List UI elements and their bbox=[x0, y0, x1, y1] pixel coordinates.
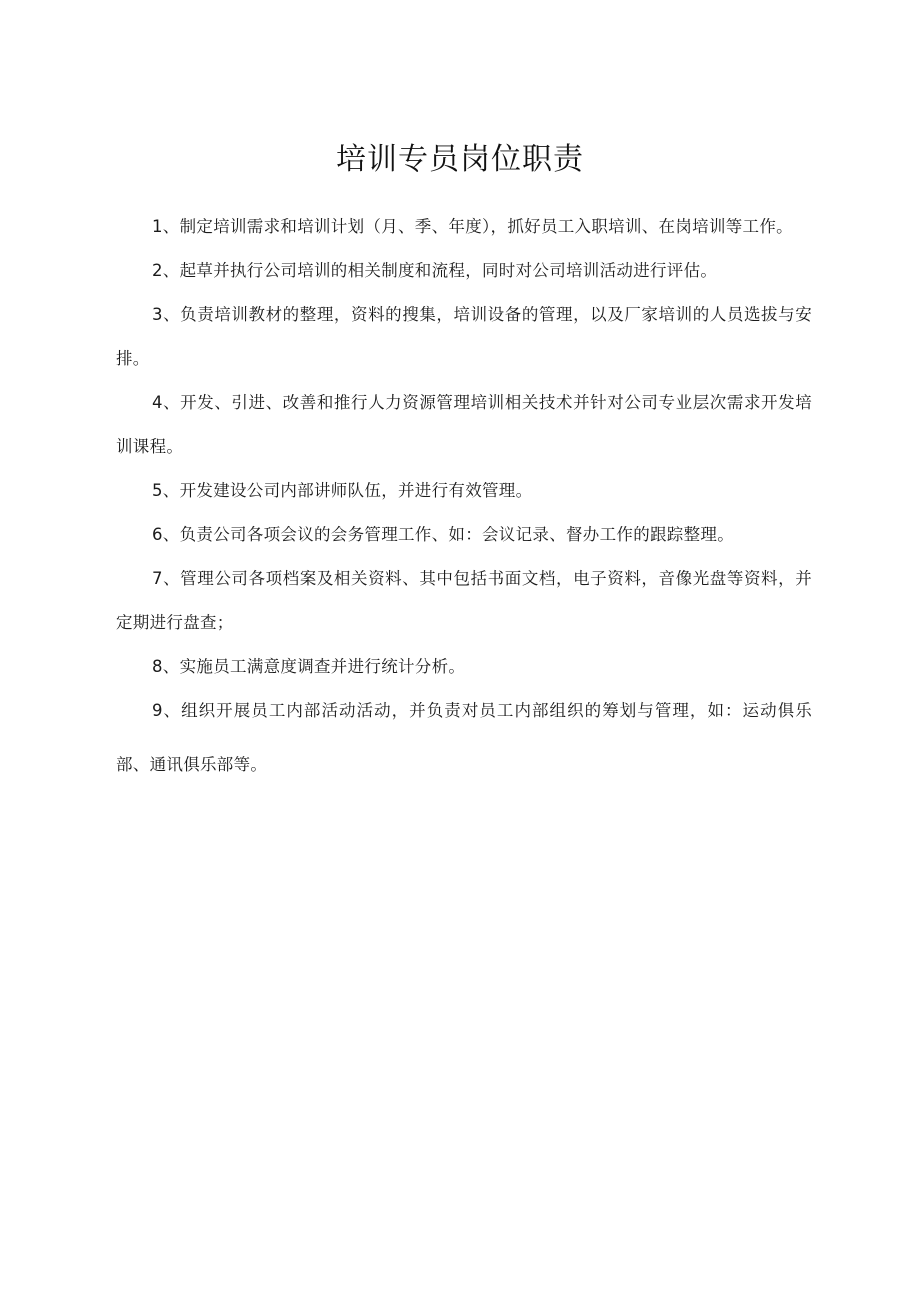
duty-item-6: 6、负责公司各项会议的会务管理工作、如：会议记录、督办工作的跟踪整理。 bbox=[152, 525, 734, 544]
duty-item-5: 5、开发建设公司内部讲师队伍，并进行有效管理。 bbox=[152, 481, 533, 500]
duty-item-1: 1、制定培训需求和培训计划（月、季、年度），抓好员工入职培训、在岗培训等工作。 bbox=[152, 217, 793, 236]
document-title: 培训专员岗位职责 bbox=[336, 142, 584, 178]
document-body bbox=[116, 205, 812, 792]
duty-item-3: 3、负责培训教材的整理，资料的搜集，培训设备的管理，以及厂家培训的人员选拔与安排。 bbox=[116, 305, 812, 368]
duty-item-8: 8、实施员工满意度调查并进行统计分析。 bbox=[152, 657, 466, 676]
duty-item-7: 7、管理公司各项档案及相关资料、其中包括书面文档，电子资料，音像光盘等资料，并定期进行盘查； bbox=[116, 569, 812, 632]
duty-item-4: 4、开发、引进、改善和推行人力资源管理培训相关技术并针对公司专业层次需求开发培训课程。 bbox=[116, 393, 812, 456]
duty-item-2: 2、起草并执行公司培训的相关制度和流程，同时对公司培训活动进行评估。 bbox=[152, 261, 718, 280]
duty-item-9: 9、组织开展员工内部活动活动，并负责对员工内部组织的筹划与管理，如：运动俱乐部、通讯俱乐部等。 bbox=[116, 701, 812, 774]
